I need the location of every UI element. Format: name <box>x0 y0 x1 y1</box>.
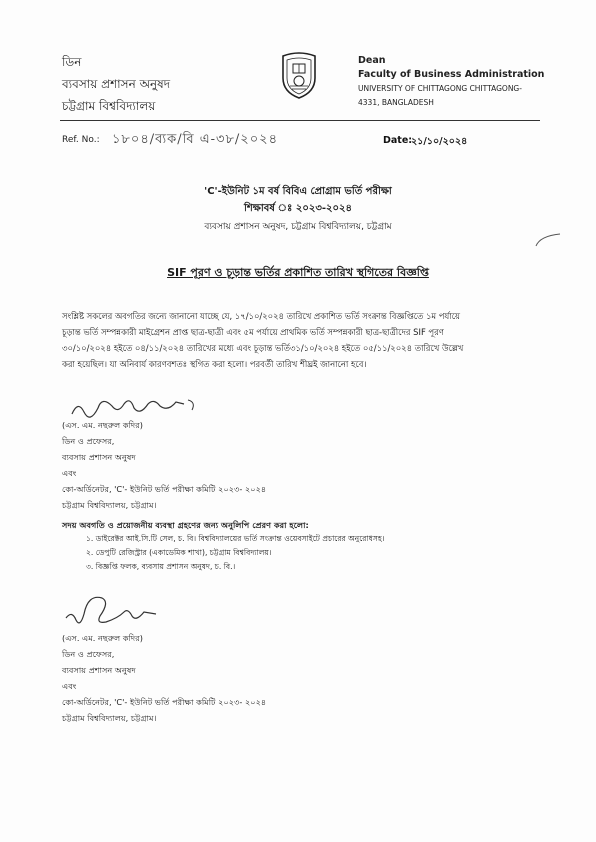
sig1-title: ডিন ও প্রফেসর, <box>62 436 115 446</box>
title-faculty: ব্যবসায় প্রশাসন অনুষদ, চট্টগ্রাম বিশ্ববিদ্যালয়, চট্টগ্রাম <box>204 222 392 232</box>
body-line-2: চূড়ান্ত ভর্তি সম্পন্নকারী মাইগ্রেশন প্রাপ্ত ছাত্র-ছাত্রী এবং ৫ম পর্যায়ে প্রাথমিক ভর্তি সম্পন্নকারী ছাত্র-ছাত্রীদের SIF পূরণ <box>62 327 444 337</box>
signature-2 <box>62 588 162 636</box>
sig2-name: (এস. এম. নছরুল কদির) <box>62 633 143 643</box>
header-en-block <box>358 54 544 110</box>
distribution-item: ১. ডাইরেক্টর আই.সি.টি সেল, চ. বি। বিশ্ববিদ্যালয়ের ভর্তি সংক্রান্ত ওয়েবসাইটে প্রচারের অনুরোধসহ। <box>86 534 385 543</box>
sig1-role: কো-অর্ডিনেটর, 'C'- ইউনিট ভর্তি পরীক্ষা কমিটি ২০২৩- ২০২৪ <box>62 484 267 494</box>
header-en-university: UNIVERSITY OF CHITTAGONG CHITTAGONG- <box>358 84 522 93</box>
title-session: শিক্ষাবর্ষ ঃ ২০২৩-২০২৪ <box>244 203 352 214</box>
sig2-and: এবং <box>62 681 77 691</box>
ref-number: ১৮০৪/ব্যক/বি এ-৩৮/২০২৪ <box>112 132 279 147</box>
date-label: Date: <box>383 135 413 146</box>
header-en-faculty: Faculty of Business Administration <box>358 69 545 80</box>
pen-mark <box>534 232 564 252</box>
header-en-address: 4331, BANGLADESH <box>358 98 434 107</box>
ref-label: Ref. No.: <box>62 135 100 145</box>
distribution-heading: সদয় অবগতি ও প্রয়োজনীয় ব্যবস্থা গ্রহণের জন্য অনুলিপি প্রেরণ করা হলো: <box>62 520 309 530</box>
body-line-1: সংশ্লিষ্ট সকলের অবগতির জন্যে জানানো যাচ্ছে যে, ১৭/১০/২০২৪ তারিখে প্রকাশিত ভর্তি সংক্রান্ত বিজ্ঞপ্তিতে ১ম পর্যায়ে <box>62 311 460 321</box>
date-value: ২১/১০/২০২৪ <box>411 136 468 147</box>
header-en-dean: Dean <box>358 55 386 66</box>
body-line-4: করা হয়েছিল। যা অনিবার্য কারণবশতঃ স্থগিত করা হলো। পরবর্তী তারিখ শীঘ্রই জানানো হবে। <box>62 359 367 369</box>
sig1-dept: ব্যবসায় প্রশাসন অনুষদ <box>62 452 136 462</box>
distribution-item: ৩. বিজ্ঞপ্তি ফলক, ব্যবসায় প্রশাসন অনুষদ, চ. বি.। <box>86 562 236 571</box>
sig1-and: এবং <box>62 468 77 478</box>
sig2-title: ডিন ও প্রফেসর, <box>62 649 115 659</box>
body-line-3: ৩০/১০/২০২৪ হইতে ০৪/১১/২০২৪ তারিখের মধ্যে এবং চূড়ান্ত ভর্তি৩১/১০/২০২৪ হইতে ০৫/১১/২০২৪ তারিখে উল্লেখ <box>62 343 464 353</box>
header-bn-faculty: ব্যবসায় প্রশাসন অনুষদ <box>62 77 171 91</box>
header-divider <box>60 120 540 121</box>
header-bn-dean: ডিন <box>62 55 82 69</box>
sig2-org: চট্টগ্রাম বিশ্ববিদ্যালয়, চট্টগ্রাম। <box>62 713 157 723</box>
university-crest-icon <box>279 52 319 100</box>
distribution-item: ২. ডেপুটি রেজিস্ট্রার (একাডেমিক শাখা), চট্টগ্রাম বিশ্ববিদ্যালয়। <box>86 548 272 557</box>
sig2-role: কো-অর্ডিনেটর, 'C'- ইউনিট ভর্তি পরীক্ষা কমিটি ২০২৩- ২০২৪ <box>62 697 267 707</box>
sig2-dept: ব্যবসায় প্রশাসন অনুষদ <box>62 665 136 675</box>
title-exam: 'C'-ইউনিট ১ম বর্ষ বিবিএ প্রোগ্রাম ভর্তি পরীক্ষা <box>204 186 392 197</box>
sig1-org: চট্টগ্রাম বিশ্ববিদ্যালয়, চট্টগ্রাম। <box>62 500 157 510</box>
header-bn-university: চট্টগ্রাম বিশ্ববিদ্যালয় <box>62 99 156 113</box>
notice-title: SIF পূরণ ও চূড়ান্ত ভর্তির প্রকাশিত তারিখ স্থগিতের বিজ্ঞপ্তি <box>167 266 429 279</box>
sig1-name: (এস. এম. নছরুল কদির) <box>62 420 143 430</box>
